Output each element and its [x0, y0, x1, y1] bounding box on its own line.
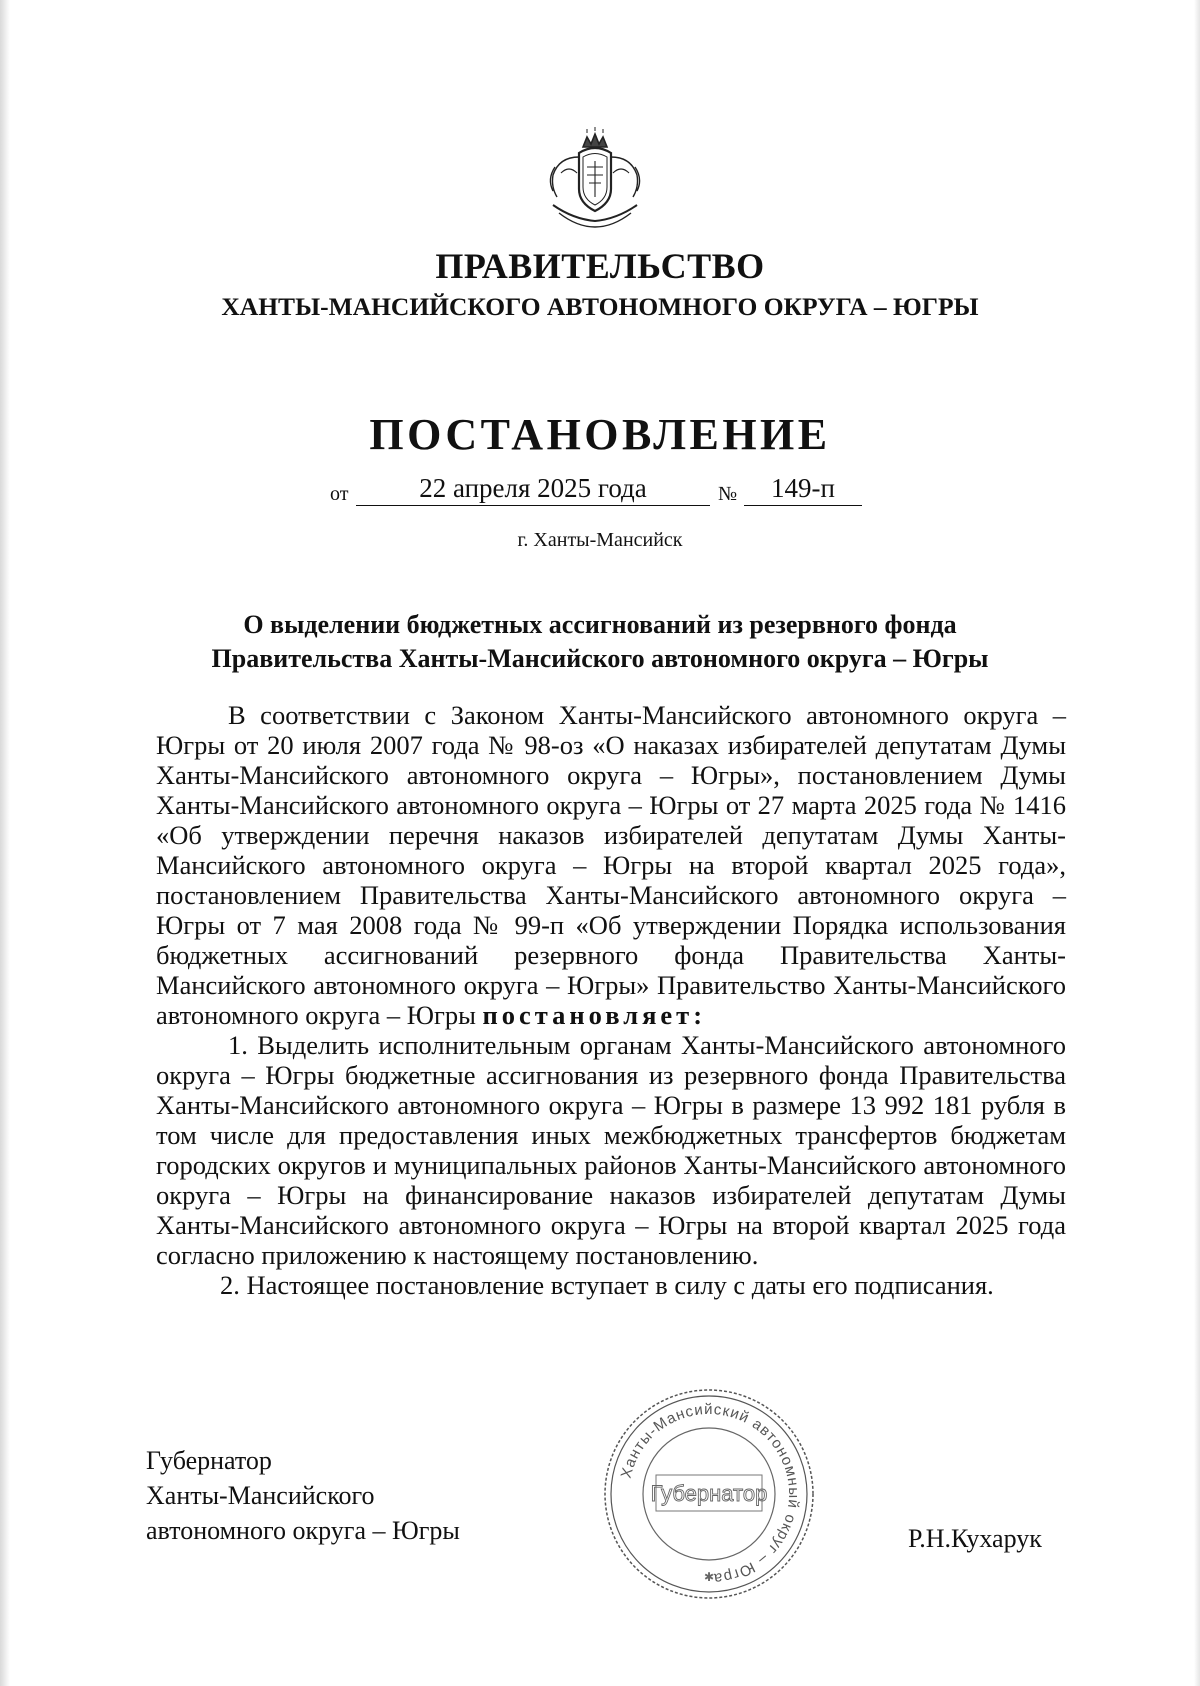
date-number-row: [0, 471, 1200, 511]
signatory-line-1: Губернатор: [146, 1446, 272, 1475]
signatory-name: Р.Н.Кухарук: [908, 1524, 1042, 1553]
document-subject: [0, 608, 1200, 676]
from-label: от: [330, 483, 349, 505]
intro-paragraph: [156, 700, 1066, 1030]
coat-of-arms-emblem: [543, 127, 648, 233]
document-city: г. Ханты-Мансийск: [517, 529, 683, 551]
seal-center-text: Губернатор: [650, 1481, 768, 1506]
government-heading: ПРАВИТЕЛЬСТВО: [435, 246, 765, 286]
item-1-paragraph: 1. Выделить исполнительным органам Ханты-Мансийского автономного округа – Югры бюджетные ассигнования из резервного фонда Правительства Ханты-Мансийского автономного округа – Югры в размере 13 992 181 рубля в том числе для предоставления иных межбюджетных трансфертов бюджетам городских округов и муниципальных районов Ханты-Мансийского автономного округа – Югры на финансирование наказов избирателей депутатам Думы Ханты-Мансийского автономного округа – Югры на второй квартал 2025 года согласно приложению к настоящему постановлению.: [156, 1030, 1066, 1270]
region-heading: ХАНТЫ-МАНСИЙСКОГО АВТОНОМНОГО ОКРУГА – ЮГРЫ: [221, 292, 979, 321]
intro-text: В соответствии с Законом Ханты-Мансийского автономного округа – Югры от 20 июля 2007 года № 98-оз «О наказах избирателей депутатам Думы Ханты-Мансийского автономного округа – Югры», постановлением Думы Ханты-Мансийского автономного округа – Югры от 27 марта 2025 года № 1416 «Об утверждении перечня наказов избирателей депутатам Думы Ханты-Мансийского автономного округа – Югры на второй квартал 2025 года», постановлением Правительства Ханты-Мансийского автономного округа – Югры от 7 мая 2008 года № 99-п «Об утверждении Порядка использования бюджетных ассигнований резервного фонда Правительства Ханты-Мансийского автономного округа – Югры» Правительство Ханты-Мансийского автономного округа – Югры: [156, 700, 1066, 1030]
item-2-paragraph: 2. Настоящее постановление вступает в силу с даты его подписания.: [220, 1270, 994, 1300]
document-type-title: ПОСТАНОВЛЕНИЕ: [369, 410, 831, 459]
document-body: [156, 700, 1066, 1300]
decree-word: постановляет:: [482, 1000, 707, 1030]
seal-star-icon: ✱: [703, 1570, 715, 1584]
official-seal-stamp: [600, 1385, 818, 1603]
document-number: 149-п: [744, 471, 862, 506]
signatory-title: [146, 1443, 460, 1548]
subject-line-2: Правительства Ханты-Мансийского автономного округа – Югры: [211, 644, 989, 673]
signatory-line-3: автономного округа – Югры: [146, 1516, 460, 1545]
number-label: №: [718, 483, 738, 505]
signatory-line-2: Ханты-Мансийского: [146, 1481, 375, 1510]
subject-line-1: О выделении бюджетных ассигнований из резервного фонда: [243, 610, 957, 639]
document-date: 22 апреля 2025 года: [356, 471, 710, 506]
seal-ring-text: Ханты-Мансийский автономный округ – Югра: [617, 1400, 803, 1587]
